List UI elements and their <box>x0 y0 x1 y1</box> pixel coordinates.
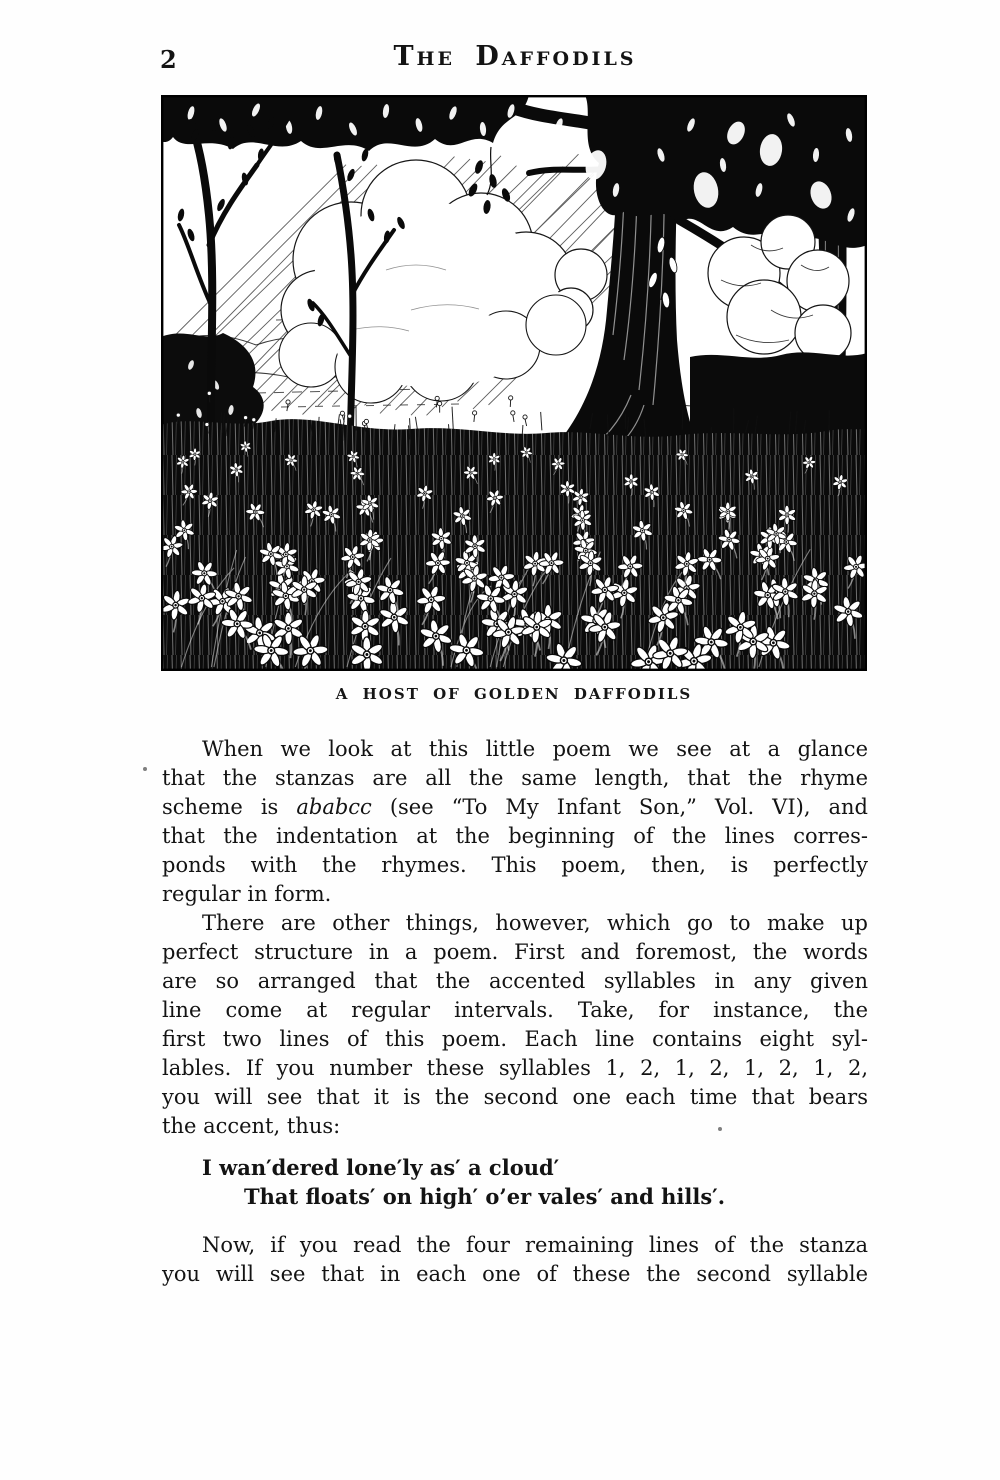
text-line: first two lines of this poem. Each line contains eight syl- <box>162 1027 868 1051</box>
ink-speck <box>143 767 147 771</box>
text-line: you will see that it is the second one each time that bears <box>162 1085 868 1109</box>
verse-quote <box>162 1153 868 1211</box>
text-line: Now, if you read the four remaining lines of the stanza <box>202 1233 868 1257</box>
text-line: regular in form. <box>162 882 332 906</box>
text-line: When we look at this little poem we see at a glance <box>202 737 868 761</box>
figure-caption: A HOST OF GOLDEN DAFFODILS <box>335 685 693 703</box>
daffodil-illustration-svg <box>161 95 867 671</box>
illustration-figure <box>161 95 867 703</box>
paragraph <box>162 909 868 1141</box>
text-line: are so arranged that the accented syllables in any given <box>162 969 868 993</box>
text-line: that the stanzas are all the same length, that the rhyme <box>162 766 868 790</box>
text-line: That floats′ on high′ o’er vales′ and hills′. <box>244 1184 726 1209</box>
text-line: scheme is ababcc (see “To My Infant Son,” Vol. VI), and <box>162 795 868 819</box>
text-line: perfect structure in a poem. First and foremost, the words <box>162 940 868 964</box>
text-line: I wan′dered lone′ly as′ a cloud′ <box>202 1155 560 1180</box>
paragraph <box>162 735 868 909</box>
daffodil-illustration <box>161 95 867 671</box>
running-title: The Daffodils <box>393 41 637 72</box>
text-line: There are other things, however, which go to make up <box>202 911 868 935</box>
running-head <box>160 41 870 81</box>
text-line: you will see that in each one of these the second syllable <box>162 1262 868 1286</box>
body-text <box>162 735 868 1289</box>
ink-speck <box>718 1127 722 1131</box>
text-line: ponds with the rhymes. This poem, then, is perfectly <box>162 853 868 877</box>
text-line: that the indentation at the beginning of the lines corres- <box>162 824 868 848</box>
page-number: 2 <box>160 45 177 74</box>
text-line: the accent, thus: <box>162 1114 341 1138</box>
text-line: lables. If you number these syllables 1, 2, 1, 2, 1, 2, 1, 2, <box>162 1056 868 1080</box>
text-line: line come at regular intervals. Take, for instance, the <box>162 998 868 1022</box>
paragraph <box>162 1231 868 1289</box>
